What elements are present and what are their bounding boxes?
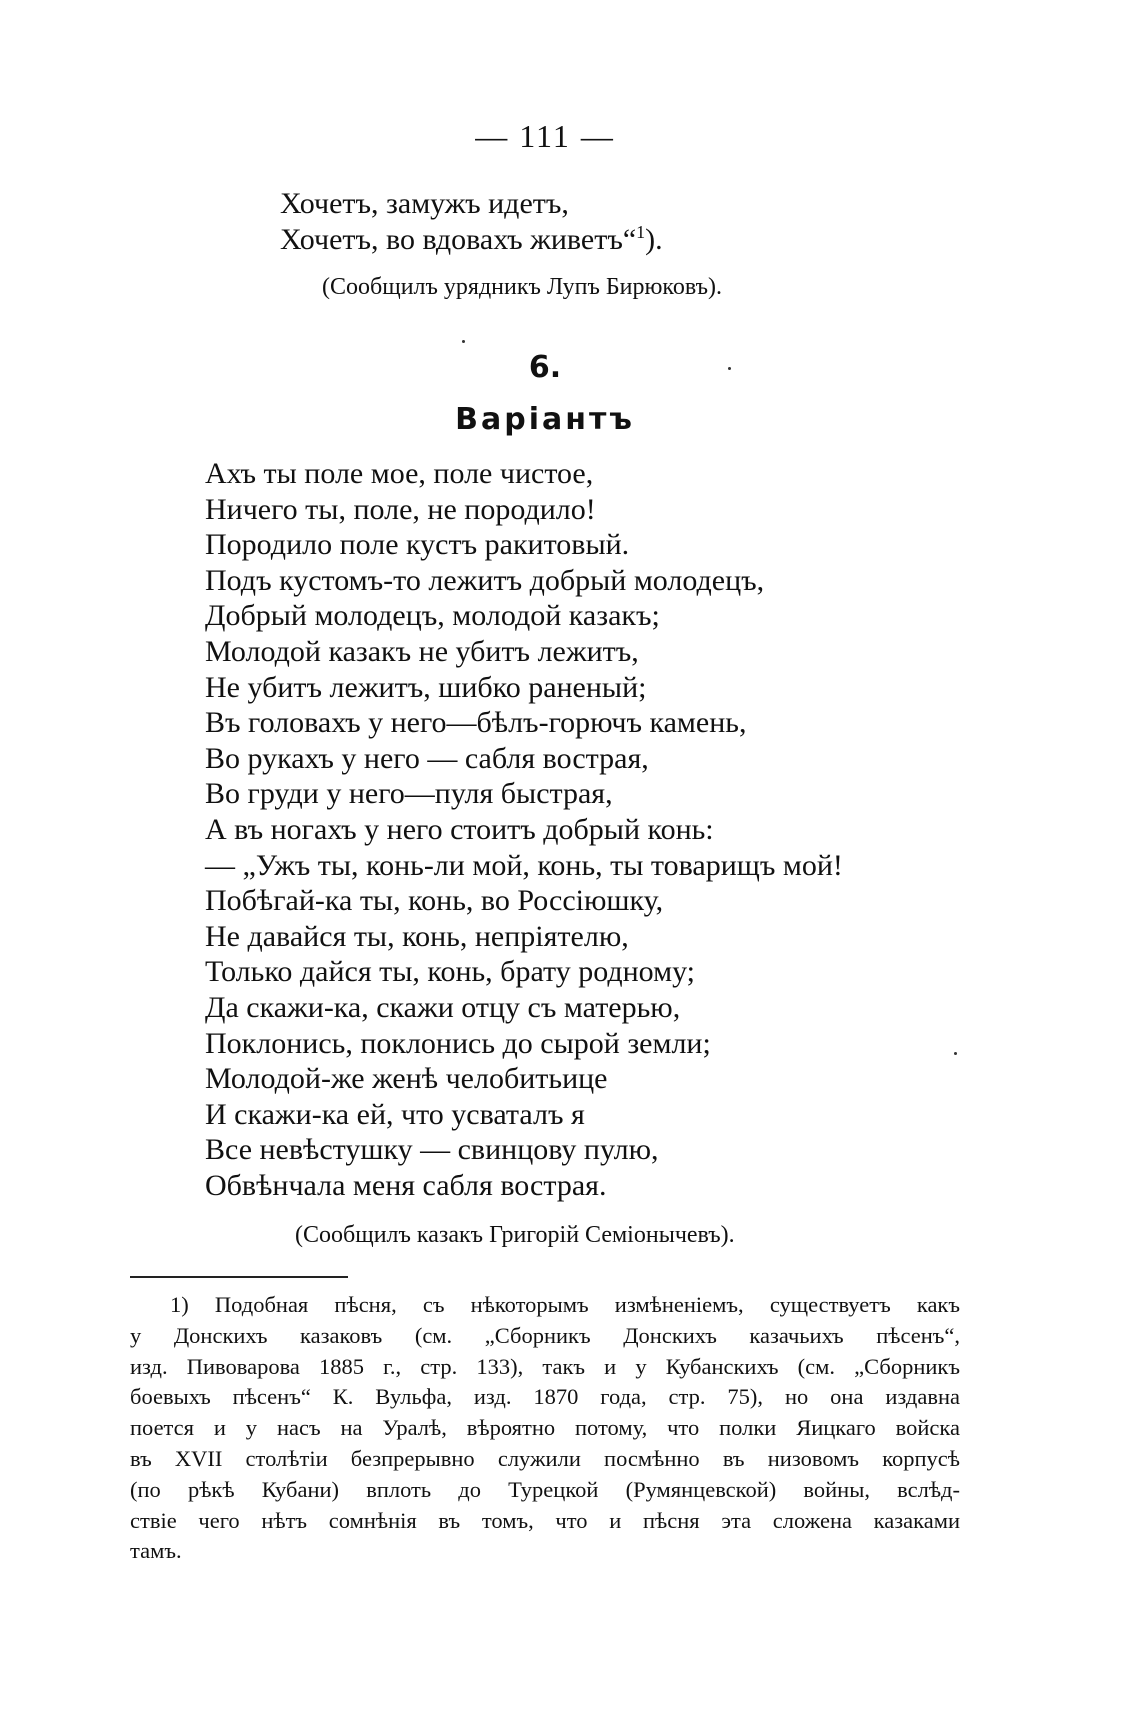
- scan-speck: [462, 340, 465, 343]
- poem-line: Не давайся ты, конь, непріятелю,: [205, 919, 629, 953]
- verse-line-with-footnote: [280, 222, 663, 258]
- section-heading: Варіантъ: [455, 402, 635, 437]
- poem-line: Породило поле кустъ ракитовый.: [205, 528, 630, 562]
- verse-line-text: Хочетъ, во вдовахъ живетъ“: [280, 223, 637, 256]
- footnote-line: въ XVII столѣтіи безпрерывно служили посмѣнно въ низовомъ корпусѣ: [130, 1445, 960, 1471]
- footnote-line: поется и у насъ на Уралѣ, вѣроятно потому, что полки Яицкаго войска: [130, 1415, 960, 1441]
- footnote-line: у Донскихъ казаковъ (см. „Сборникъ Донскихъ казачьихъ пѣсенъ“,: [130, 1322, 960, 1348]
- poem-line: Не убитъ лежитъ, шибко раненый;: [205, 670, 647, 704]
- poem-line: Во рукахъ у него — сабля вострая,: [205, 741, 649, 775]
- footnote-marker: 1): [170, 1292, 189, 1317]
- poem-line: Въ головахъ у него—бѣлъ-горючъ камень,: [205, 706, 747, 740]
- poem: [205, 456, 843, 1203]
- previous-song-attribution: (Сообщилъ урядникъ Лупъ Бирюковъ).: [322, 274, 722, 300]
- footnote-line: боевыхъ пѣсенъ“ К. Вульфа, изд. 1870 года, стр. 75), но она издавна: [130, 1384, 960, 1410]
- poem-line: Поклонись, поклонись до сырой земли;: [205, 1026, 711, 1060]
- verse-line-tail: ).: [645, 223, 663, 256]
- poem-line: Во груди у него—пуля быстрая,: [205, 777, 613, 811]
- footnote: [130, 1290, 960, 1567]
- footnote-line: [130, 1290, 960, 1321]
- previous-song-ending: [280, 186, 663, 258]
- poem-line: Побѣгай-ка ты, конь, во Россіюшку,: [205, 884, 664, 918]
- section-number: 6.: [528, 350, 562, 385]
- poem-line: Только дайся ты, конь, брату родному;: [205, 955, 696, 989]
- footnote-reference[interactable]: 1: [636, 222, 646, 242]
- footnote-line: (по рѣкѣ Кубани) вплоть до Турецкой (Румянцевской) войны, вслѣд-: [130, 1476, 960, 1502]
- verse-line: Хочетъ, замужъ идетъ,: [280, 187, 569, 220]
- poem-line: Ахъ ты поле мое, поле чистое,: [205, 457, 594, 490]
- poem-line: Ничего ты, поле, не породило!: [205, 492, 596, 526]
- footnote-divider: [130, 1276, 348, 1278]
- poem-line: И скажи-ка ей, что усваталъ я: [205, 1097, 585, 1131]
- poem-line: Молодой казакъ не убитъ лежитъ,: [205, 634, 639, 668]
- poem-line: — „Ужъ ты, конь-ли мой, конь, ты товарищъ мой!: [205, 848, 843, 882]
- poem-line: Молодой-же женѣ челобитьице: [205, 1062, 608, 1096]
- footnote-line: изд. Пивоварова 1885 г., стр. 133), такъ и у Кубанскихъ (см. „Сборникъ: [130, 1353, 960, 1379]
- footnote-line: тамъ.: [130, 1538, 182, 1564]
- footnote-line: ствіе чего нѣтъ сомнѣнія въ томъ, что и пѣсня эта сложена казаками: [130, 1507, 960, 1533]
- song-attribution: (Сообщилъ казакъ Григорій Семіонычевъ).: [295, 1222, 735, 1248]
- page-number: — 111 —: [475, 118, 615, 154]
- poem-line: Все невѣстушку — свинцову пулю,: [205, 1133, 659, 1167]
- poem-line: Да скажи-ка, скажи отцу съ матерью,: [205, 990, 681, 1024]
- poem-line: Обвѣнчала меня сабля вострая.: [205, 1168, 607, 1202]
- scan-speck: [954, 1052, 957, 1055]
- poem-line: А въ ногахъ у него стоитъ добрый конь:: [205, 812, 714, 846]
- scan-speck: [728, 367, 731, 370]
- poem-line: Подъ кустомъ-то лежитъ добрый молодецъ,: [205, 563, 765, 597]
- footnote-line-text: Подобная пѣсня, съ нѣкоторымъ измѣненіемъ, существуетъ какъ: [214, 1292, 961, 1317]
- poem-line: Добрый молодецъ, молодой казакъ;: [205, 599, 660, 633]
